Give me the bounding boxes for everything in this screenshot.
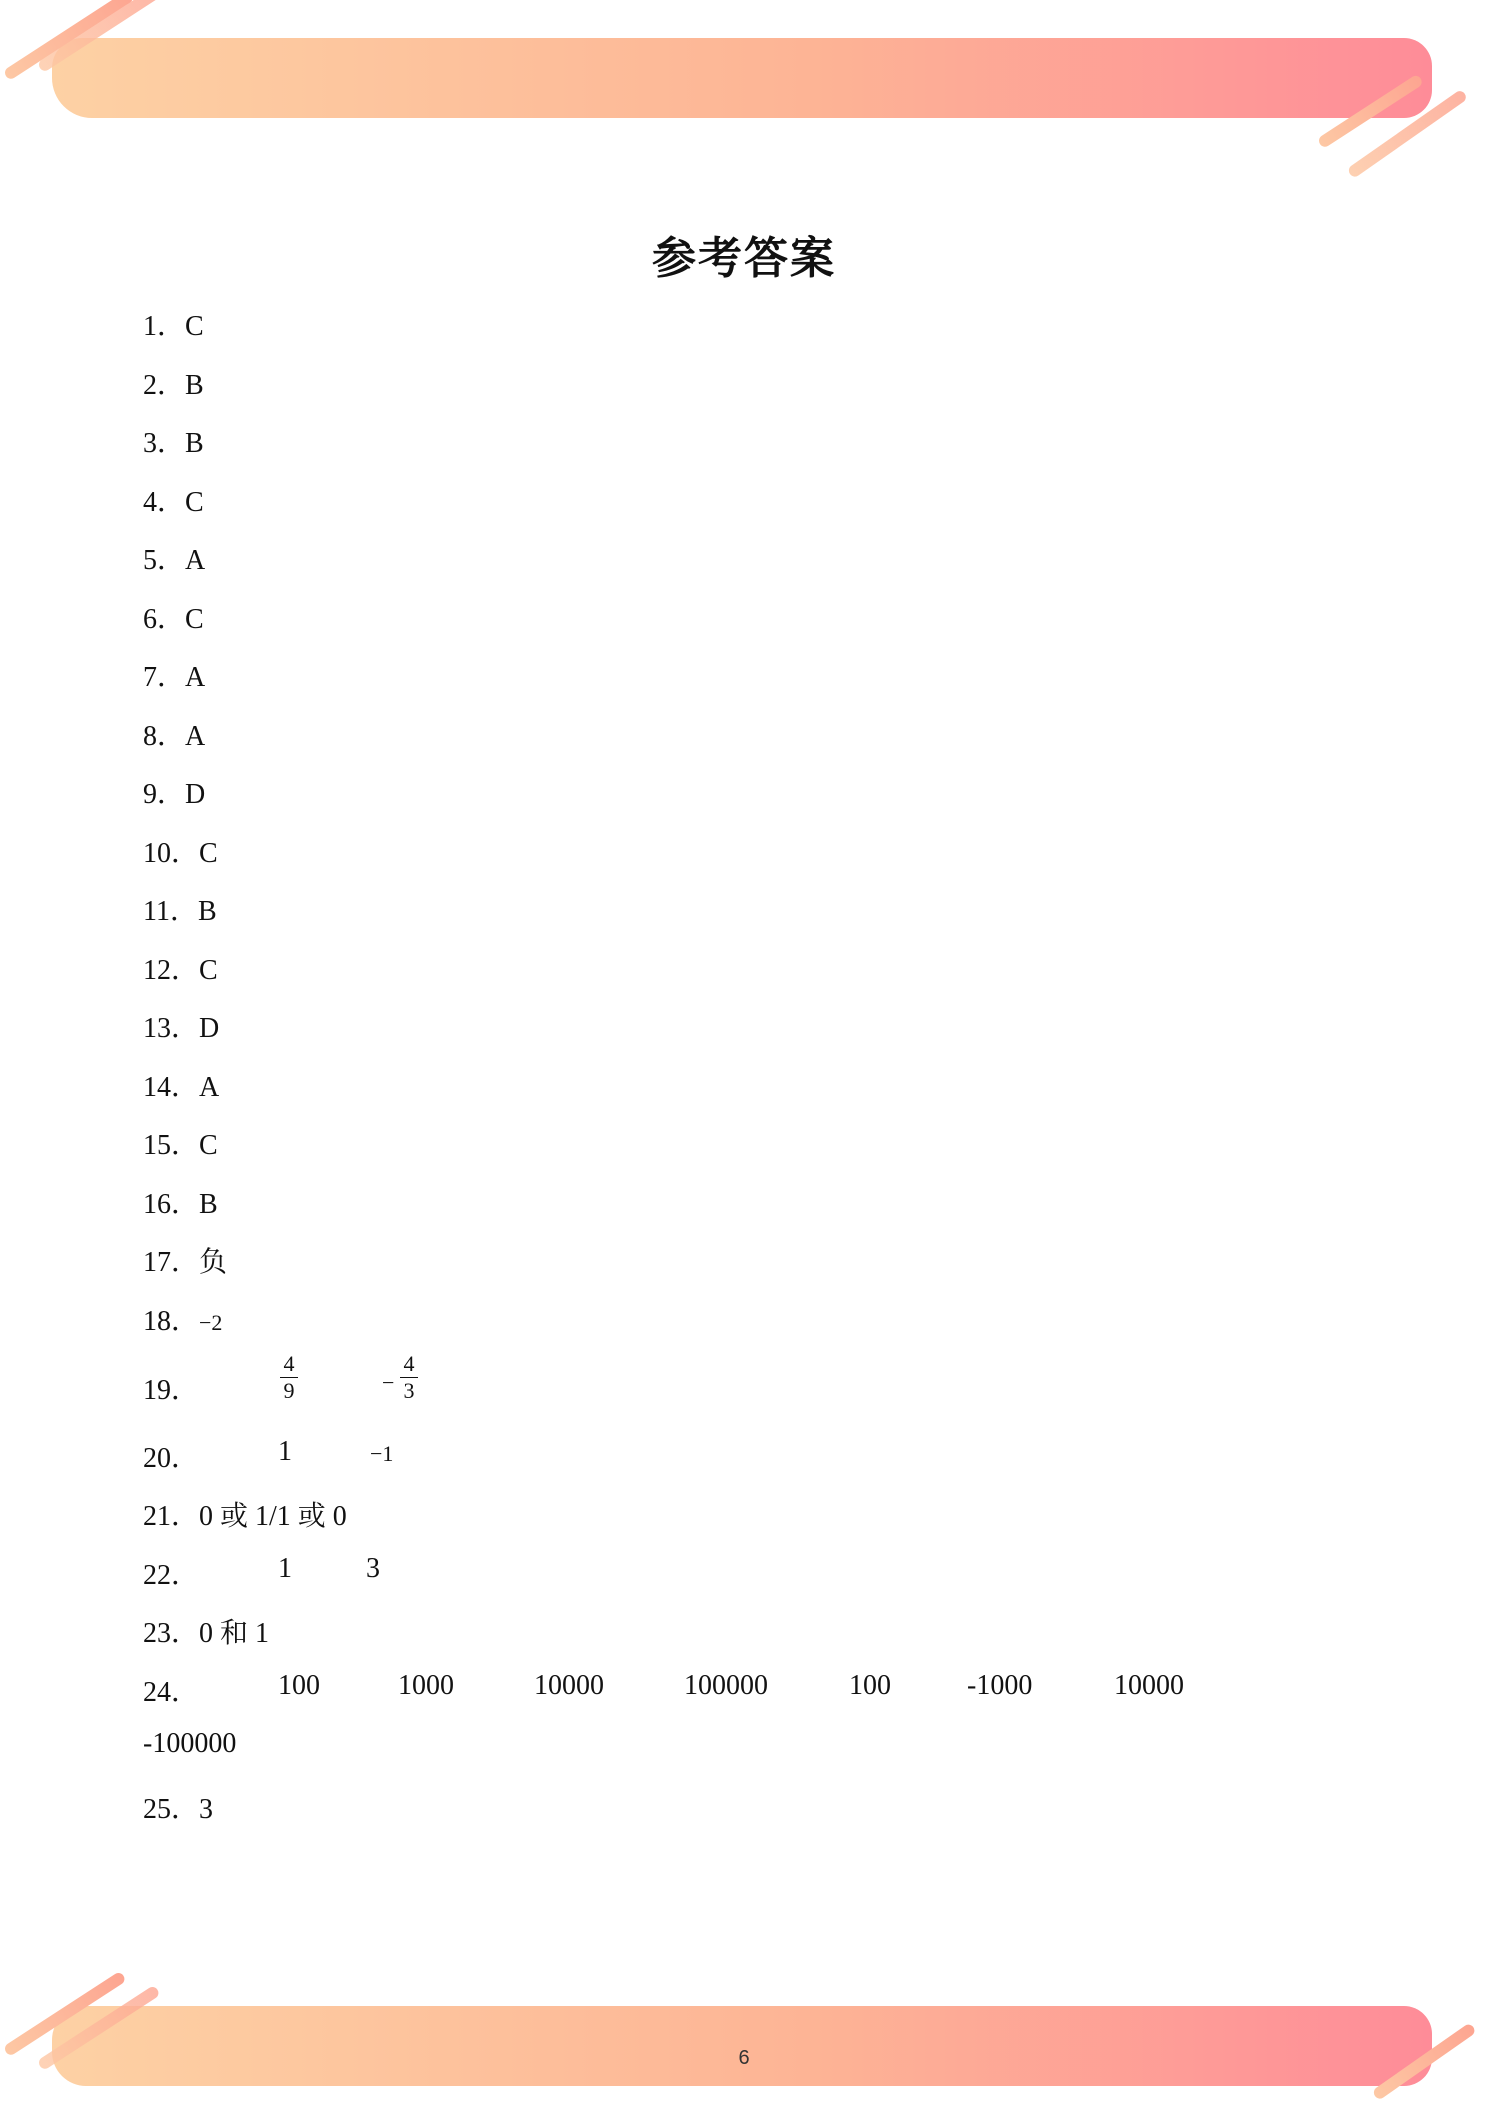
header-banner [52,38,1432,118]
denominator: 9 [283,1378,295,1403]
answer-value: 10000 [1114,1670,1184,1701]
question-number: 20． [143,1443,200,1474]
answer-25 [143,1787,213,1827]
answer-text: 0 或 1/1 或 0 [199,1501,347,1532]
question-number: 5． [143,545,186,576]
question-number: 3． [143,428,186,459]
question-number: 17． [143,1247,200,1278]
answer-text: A [185,662,206,693]
answer-text: D [199,1013,220,1044]
answer-22 [143,1553,199,1593]
question-number: 6． [143,604,186,635]
answer-text: A [185,721,206,752]
answer-12 [143,948,218,988]
answer-text: C [199,1130,218,1161]
answer-text: B [185,428,204,459]
answer-4 [143,480,204,520]
question-number: 19． [143,1375,200,1406]
answer-value: 3 [366,1553,380,1584]
answer-text: 3 [199,1794,214,1825]
answer-23 [143,1611,269,1651]
question-number: 15． [143,1130,200,1161]
question-number: 14． [143,1072,200,1103]
answer-value: -100000 [143,1728,237,1759]
answer-6 [143,597,204,637]
question-number: 10． [143,838,200,869]
answer-value: −1 [370,1441,394,1466]
question-number: 2． [143,370,186,401]
numerator: 4 [403,1351,415,1376]
page-number: 6 [738,2047,750,2069]
fraction [400,1351,418,1404]
question-number: 21． [143,1501,200,1532]
answer-1 [143,304,204,344]
answer-text: B [185,370,204,401]
answer-value: 100 [849,1670,891,1701]
answer-value: -1000 [967,1670,1033,1701]
answer-value: 1000 [398,1670,454,1701]
answer-14 [143,1065,219,1105]
question-number: 1． [143,311,186,342]
numerator: 4 [283,1351,295,1376]
question-number: 8． [143,721,186,752]
answer-19 [143,1368,199,1408]
question-number: 4． [143,487,186,518]
question-number: 11． [143,896,198,927]
question-number: 23． [143,1618,200,1649]
answer-text: −2 [199,1310,223,1335]
answer-11 [143,889,217,929]
answer-text: 0 和 1 [199,1618,270,1649]
answer-text: A [185,545,206,576]
question-number: 12． [143,955,200,986]
answer-text: B [197,896,217,927]
footer-banner [52,2006,1432,2086]
answer-text: 负 [199,1247,228,1278]
answer-text: A [199,1072,220,1103]
question-number: 25． [143,1794,200,1825]
answer-17 [143,1240,227,1280]
question-number: 18． [143,1306,200,1337]
denominator: 3 [403,1378,415,1403]
answer-15 [143,1123,218,1163]
answer-13 [143,1006,219,1046]
answer-8 [143,714,205,754]
minus-sign: − [382,1370,395,1395]
answer-18 [143,1299,222,1339]
answer-text: C [185,311,204,342]
question-number: 16． [143,1189,200,1220]
answer-7 [143,655,205,695]
answer-text: C [185,604,204,635]
answer-text: C [185,487,204,518]
answer-21 [143,1494,347,1534]
answer-24 [143,1670,199,1710]
answer-text: B [199,1189,218,1220]
answer-10 [143,831,218,871]
answer-20 [143,1436,199,1476]
question-number: 9． [143,779,186,810]
answer-24-continued [143,1728,236,1760]
question-number: 24． [143,1677,200,1708]
answer-value: 10000 [534,1670,604,1701]
answer-2 [143,363,204,403]
answer-value: 1 [278,1553,292,1584]
question-number: 22． [143,1560,200,1591]
answer-value: 100000 [684,1670,768,1701]
answer-16 [143,1182,218,1222]
answer-3 [143,421,204,461]
answer-value: 1 [278,1436,292,1467]
page-title: 参考答案 [652,233,836,284]
answer-5 [143,538,205,578]
question-number: 13． [143,1013,200,1044]
answer-value: 100 [278,1670,320,1701]
question-number: 7． [143,662,186,693]
answer-9 [143,772,205,812]
answer-text: D [185,779,206,810]
answer-text: C [199,838,218,869]
fraction [280,1351,298,1404]
answer-text: C [199,955,218,986]
